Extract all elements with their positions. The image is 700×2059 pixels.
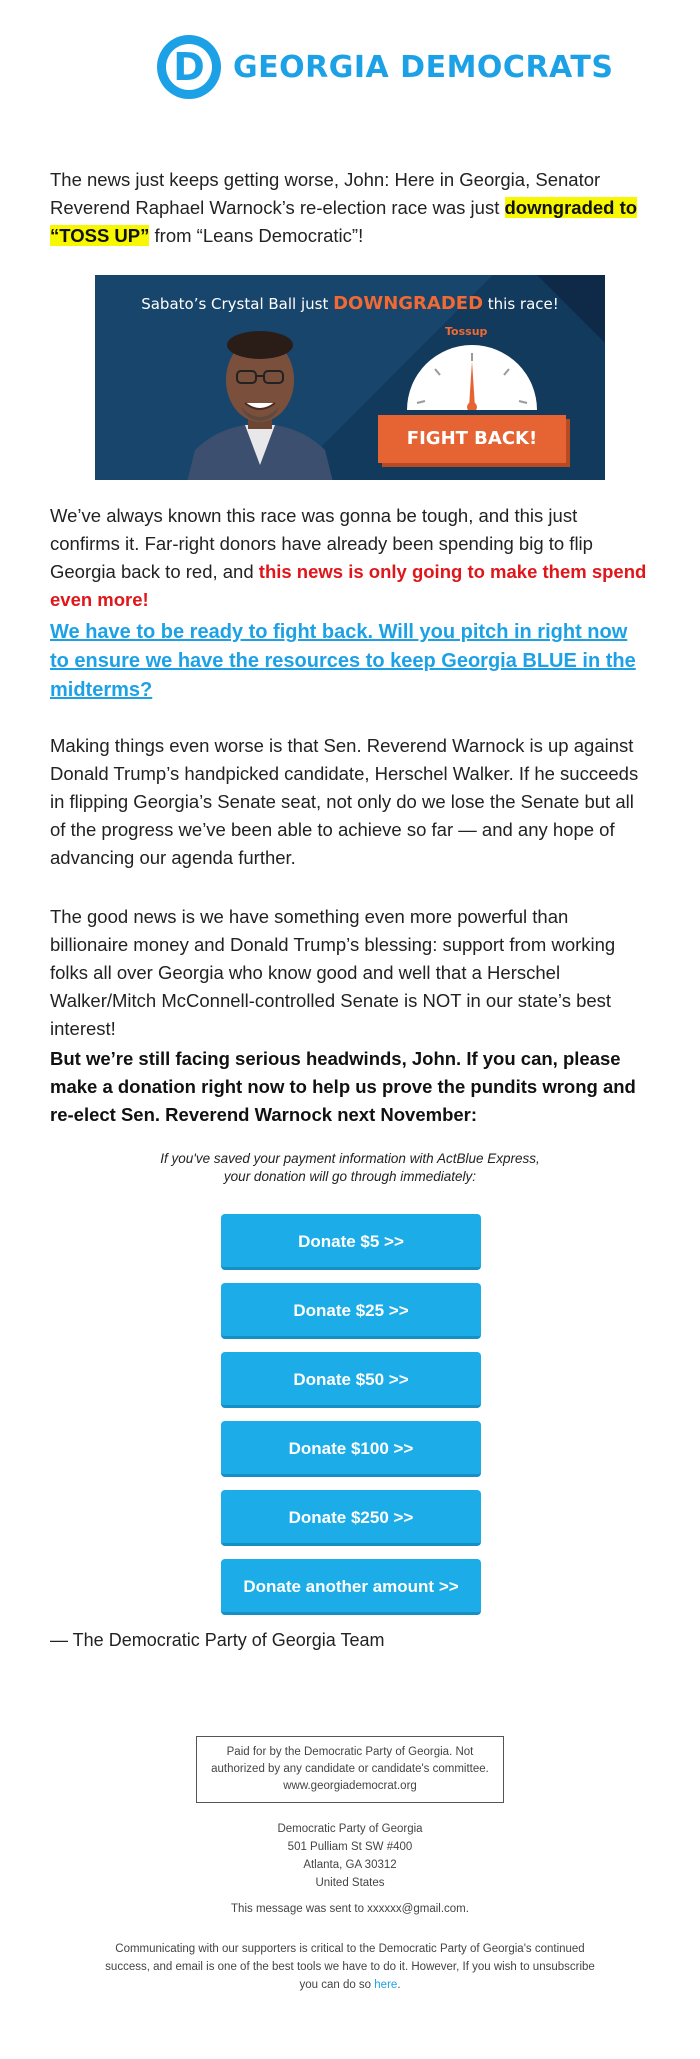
donate-25-button[interactable]: Donate $25 >> (221, 1283, 481, 1339)
intro-text-end: from “Leans Democratic”! (149, 225, 364, 246)
rating-gauge-icon (407, 345, 537, 410)
pitch-in-link[interactable]: We have to be ready to fight back. Will you pitch in right now to ensure we have the resources to keep Georgia BLUE in the midterms? (50, 621, 636, 701)
red-emphasis: this news is only going to make them spend even more! (50, 561, 647, 610)
good-news-paragraph: The good news is we have something even more powerful than billionaire money and Donald Trump’s blessing: support from working folks all over Georgia who know good and well that a Herschel Walker/Mitch McConnell-controlled Senate is NOT in our state’s best interest! (50, 906, 616, 1039)
website-link[interactable]: www.georgiademocrat.org (283, 1780, 417, 1792)
logo-text: GEORGIA DEMOCRATS (233, 49, 614, 85)
signature: — The Democratic Party of Georgia Team (50, 1630, 385, 1650)
unsubscribe-notice: Communicating with our supporters is critical to the Democratic Party of Georgia's continued success, and email is one of the best tools we have to do it. However, If you wish to unsubscribe you can do so here. (105, 1943, 595, 1991)
mailing-address: Democratic Party of Georgia 501 Pulliam St SW #400 Atlanta, GA 30312 United States (277, 1823, 423, 1889)
intro-text: The news just keeps getting worse, John: Here in Georgia, Senator Reverend Raphael Warnock’s re-election race was just (50, 169, 601, 218)
race-tough-paragraph: We’ve always known this race was gonna be tough, and this just confirms it. Far-right donors have already been spending big to flip Georgia back to red, and this news is only going to make them spend even more! (50, 505, 647, 610)
unsubscribe-link[interactable]: here (374, 1979, 398, 1991)
headwinds-paragraph: But we’re still facing serious headwinds, John. If you can, please make a donation right now to help us prove the pundits wrong and re-elect Sen. Reverend Warnock next November: (50, 1048, 636, 1125)
actblue-note: If you've saved your payment information with ActBlue Express, your donation will go through immediately: (160, 1151, 540, 1184)
donate-100-button[interactable]: Donate $100 >> (221, 1421, 481, 1477)
d-logo-icon: D (157, 35, 221, 99)
walker-paragraph: Making things even worse is that Sen. Reverend Warnock is up against Donald Trump’s handpicked candidate, Herschel Walker. If he succeeds in flipping Georgia’s Senate seat, not only do we lose the Senate but all of the progress we’ve been able to achieve so far — and any hope of advancing our agenda further. (50, 735, 639, 868)
donate-250-button[interactable]: Donate $250 >> (221, 1490, 481, 1546)
georgia-democrats-logo[interactable] (157, 34, 614, 100)
downgraded-banner[interactable] (95, 275, 605, 480)
donate-50-button[interactable]: Donate $50 >> (221, 1352, 481, 1408)
fight-back-button[interactable]: FIGHT BACK! (378, 415, 566, 463)
donate-other-amount-button[interactable]: Donate another amount >> (221, 1559, 481, 1615)
banner-title: Sabato’s Crystal Ball just DOWNGRADED this race! (141, 293, 559, 314)
donate-5-button[interactable]: Donate $5 >> (221, 1214, 481, 1270)
gauge-label: Tossup (445, 325, 488, 338)
toss-up-highlight: downgraded to “TOSS UP” (50, 197, 638, 246)
candidate-photo (185, 315, 335, 480)
intro-paragraph (50, 166, 650, 250)
paid-for-disclaimer: Paid for by the Democratic Party of Georgia. Not authorized by any candidate or candidate's committee. www.georgiademocrat.org (196, 1736, 504, 1803)
sent-to-notice: This message was sent to xxxxxx@gmail.com. (231, 1903, 469, 1915)
